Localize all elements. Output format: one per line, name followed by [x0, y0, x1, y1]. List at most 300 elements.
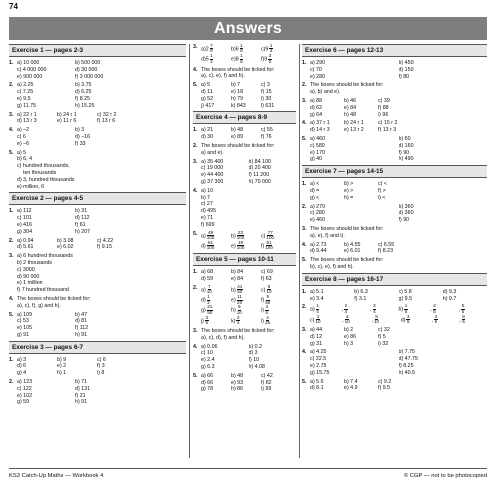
fraction-denominator: 2 — [210, 58, 213, 64]
fraction-numerator: 61 — [207, 239, 214, 245]
answer-item: d) 20 400 — [248, 165, 271, 172]
fraction-answer — [201, 316, 231, 326]
answer-item: c) 6 — [17, 133, 26, 140]
answer-text: a) 5 — [17, 149, 27, 156]
answer-item: f) 90 — [398, 217, 410, 224]
fraction-denominator: 5 — [462, 319, 465, 325]
answer-row — [17, 379, 186, 386]
fraction-denominator: 6 — [240, 48, 243, 54]
fraction-denominator: 2 — [207, 299, 210, 305]
fraction-label: e) — [231, 243, 236, 250]
answer-text: The boxes should be ticked for: — [310, 257, 384, 264]
question-number: 5. — [302, 135, 307, 142]
answer-text: f) 699 — [201, 221, 215, 228]
answer-item: b) 9 — [57, 356, 67, 363]
answer-row — [17, 89, 186, 96]
question-answer — [193, 328, 296, 342]
fraction-numerator: 3 — [268, 53, 272, 59]
answer-row — [17, 244, 186, 251]
question-number: 3. — [302, 225, 307, 232]
fraction — [237, 241, 245, 251]
answer-item: g) 4 — [17, 370, 27, 377]
footer-book-title: KS3 Catch-Up Maths — Workbook 4 — [9, 473, 104, 479]
fraction — [406, 315, 410, 325]
fraction-denominator: 10 — [373, 319, 380, 325]
question-number: 2. — [9, 82, 14, 89]
question-answer — [9, 150, 186, 191]
answer-item: a) 0.06 — [201, 343, 218, 350]
answer-item: h) 91 — [75, 331, 88, 338]
answer-item: d) 5.61 — [17, 244, 34, 251]
answer-item: g) 40 — [310, 156, 323, 163]
question-answer — [9, 296, 186, 310]
fraction-numerator: 1 — [316, 303, 319, 309]
answer-row — [310, 341, 487, 348]
question-answer — [193, 44, 296, 65]
fraction-denominator: 5 — [433, 308, 436, 314]
fraction — [207, 305, 213, 315]
answer-row — [17, 332, 186, 339]
fraction-label: a) — [201, 287, 206, 294]
question-answer — [302, 327, 487, 347]
fraction-label: c) — [261, 287, 266, 294]
answer-body — [201, 344, 296, 371]
question-answer — [193, 159, 296, 186]
fraction-numerator: 5 — [461, 303, 465, 309]
answer-row — [17, 215, 186, 222]
answer-item: f) > — [378, 187, 386, 194]
fraction-row — [201, 305, 296, 315]
answer-item: a) 4.25 — [310, 349, 327, 356]
fraction — [266, 231, 274, 241]
answer-item: g) 78 — [201, 386, 214, 393]
answer-item: e) 11 r 6 — [57, 118, 77, 125]
answer-item: h) 1 — [57, 370, 67, 377]
fraction-numerator: 4 — [434, 313, 438, 319]
answer-text: The boxes should be ticked for: — [201, 66, 275, 73]
exercise-header: Exercise 8 — pages 16-17 — [302, 273, 487, 286]
answer-text: f) 7 hundred thousand — [17, 287, 69, 294]
fraction-label: l) — [261, 318, 264, 325]
answer-item: b) 7.75 — [398, 349, 415, 356]
answer-row — [17, 363, 186, 370]
question-number: 1. — [193, 127, 198, 134]
fraction-label: c) — [261, 232, 266, 239]
column-divider — [189, 44, 190, 458]
answer-text: The boxes should be ticked for: — [17, 295, 91, 302]
answer-row — [310, 204, 487, 211]
answer-row — [310, 363, 487, 370]
answer-item: k) 843 — [231, 102, 246, 109]
fraction-label: f) — [261, 243, 265, 250]
answer-item: c) 5.8 — [398, 288, 412, 295]
whole-number: 5 — [205, 56, 209, 63]
answer-item: e) 44 400 — [201, 172, 224, 179]
answer-row — [310, 210, 487, 217]
answer-item: b) 2 — [344, 326, 354, 333]
answer-text: The boxes should be ticked for: — [201, 328, 275, 335]
question-number: 3. — [9, 253, 14, 260]
fraction-numerator: 49 — [207, 229, 214, 235]
fraction-numerator: 4 — [266, 314, 269, 320]
question-answer — [9, 253, 186, 294]
answer-item: g) 15.75 — [310, 369, 330, 376]
answer-item: b) 48 — [231, 127, 244, 134]
fraction-numerator: 3 — [373, 303, 376, 309]
answer-body — [310, 379, 487, 393]
answer-item: h) 9.7 — [442, 295, 457, 302]
fraction — [265, 305, 269, 315]
answer-item: c) 22.5 — [310, 356, 327, 363]
fraction-denominator: 10 — [315, 319, 321, 325]
fraction-row — [310, 304, 487, 314]
answer-item: f) 8.25 — [75, 95, 91, 102]
fraction-label: b) — [398, 306, 404, 313]
fraction — [315, 315, 320, 325]
answer-row — [17, 74, 186, 81]
fraction-numerator: 81 — [266, 239, 272, 245]
answer-row — [310, 136, 487, 143]
answer-item: b) 84 100 — [248, 158, 271, 165]
answer-row — [17, 141, 186, 148]
answer-item: d) 6.25 — [75, 89, 92, 96]
answer-item: d) 66 — [201, 379, 214, 386]
answer-row — [310, 67, 487, 74]
question-answer — [9, 127, 186, 147]
answer-item: e) 89 — [231, 134, 244, 141]
answer-item: e) 6.01 — [344, 248, 361, 255]
question-answer — [302, 204, 487, 224]
answer-item: h) 4.08 — [248, 364, 265, 371]
answer-row — [17, 399, 186, 406]
fraction-answer — [231, 316, 261, 326]
question-answer — [302, 289, 487, 303]
answer-item: e) 93 — [231, 379, 244, 386]
question-number: 4. — [193, 343, 198, 350]
fraction-label: f) — [261, 297, 265, 304]
answer-item: e) 460 — [310, 217, 326, 224]
question-number: 5. — [193, 82, 198, 89]
answer-item: a) < — [310, 181, 320, 188]
answer-row — [17, 386, 186, 393]
fraction-answer — [231, 285, 261, 295]
answer-item: d) 8.1 — [310, 385, 324, 392]
fraction-denominator: 100 — [206, 234, 215, 240]
answer-item: e) 18 — [231, 89, 244, 96]
exercise-header: Exercise 2 — pages 4-5 — [9, 192, 186, 205]
answer-row — [201, 344, 296, 351]
answer-body — [310, 327, 487, 347]
fraction-answer — [310, 304, 342, 314]
answer-item: g) 11.75 — [17, 102, 37, 109]
answer-item: a) 22 r 1 — [17, 111, 37, 118]
answer-item: a) 10 000 — [17, 60, 40, 66]
answer-item: f) 9.15 — [97, 244, 113, 251]
answer-item: c) 580 — [310, 142, 325, 149]
answer-item: b) 500 000 — [75, 60, 101, 66]
exercise-header: Exercise 5 — pages 10-11 — [193, 253, 296, 266]
answer-item: f) 5 — [378, 333, 386, 340]
answer-item: d) 11 — [201, 89, 213, 96]
answer-item: d) 59 — [201, 275, 214, 282]
fraction — [240, 54, 244, 64]
answer-item: f) 76 — [261, 134, 272, 141]
answer-item: c) 42 — [261, 372, 273, 379]
answer-row — [17, 127, 186, 134]
fraction — [265, 241, 273, 251]
whole-number: , — [341, 306, 344, 313]
fraction-row — [310, 315, 487, 325]
answer-item: f) 13 r 6 — [97, 118, 116, 125]
fraction-numerator: 9 — [238, 304, 241, 310]
answer-text: b) 2 thousands — [17, 259, 53, 266]
fraction-numerator: 1 — [240, 44, 243, 48]
fraction-numerator: 19 — [237, 239, 244, 245]
answer-body — [201, 159, 296, 186]
question-number: 2. — [302, 304, 307, 311]
answer-item: e) 2 — [57, 363, 67, 370]
answer-text: a), c), e), f) and h). — [201, 73, 245, 80]
question-number: 3. — [193, 158, 198, 165]
whole-number: , — [371, 316, 373, 323]
answer-item: a) 44 — [310, 326, 323, 333]
whole-number: 6 — [235, 46, 239, 53]
fraction-label: h) — [231, 307, 236, 314]
answer-item: i) < — [378, 194, 386, 201]
answer-item: i) 32 — [378, 340, 389, 347]
answer-body — [310, 242, 487, 256]
answer-item: e) 86 — [344, 333, 357, 340]
fraction-denominator: 5 — [205, 320, 209, 326]
answer-row — [310, 181, 487, 188]
answer-row — [17, 318, 186, 325]
exercise-header: Exercise 7 — pages 14-15 — [302, 165, 487, 178]
answer-item: b) > — [344, 181, 354, 188]
answer-item: b) 360 — [398, 203, 414, 210]
answer-body — [310, 257, 487, 271]
answer-item: c) < — [378, 181, 387, 188]
answer-row — [310, 379, 487, 386]
answer-item: c) 39 — [378, 97, 390, 104]
answer-item: a) 2.25 — [17, 82, 34, 89]
question-answer — [193, 231, 296, 252]
answer-item: c) 122 — [17, 385, 32, 392]
answer-item: b) 3 — [75, 127, 85, 134]
question-number: 3. — [302, 326, 307, 333]
answer-item: g) 91 — [17, 331, 30, 338]
answer-item: a) –2 — [17, 127, 30, 134]
answer-text: d) 495 — [201, 208, 217, 215]
question-number: 1. — [302, 60, 307, 66]
question-number: 4. — [9, 127, 14, 134]
fraction-label: k) — [231, 318, 236, 325]
answer-item: h) 15.25 — [75, 102, 95, 109]
answer-row — [17, 60, 186, 67]
answer-item: c) 3 — [261, 82, 270, 89]
question-number: 4. — [302, 349, 307, 356]
answer-text: b), c), e), f) and h). — [310, 263, 354, 270]
answer-item: e) 84 — [344, 104, 357, 111]
answer-item: f) 3.1 — [354, 295, 367, 302]
fraction-numerator: 3 — [406, 313, 410, 319]
fraction-label: a) — [201, 232, 206, 239]
fraction-denominator: 10 — [236, 309, 242, 315]
whole-number: 9 — [264, 56, 268, 63]
answer-row — [17, 229, 186, 236]
question-number: 5. — [193, 372, 198, 379]
answers-banner — [9, 17, 487, 40]
footer-copyright: © CGP — not to be photocopied — [403, 473, 487, 479]
answer-row — [201, 89, 296, 96]
fraction-answer — [201, 54, 231, 64]
fraction-label: b) — [231, 46, 236, 53]
answer-item: b) 46 — [344, 97, 357, 104]
question-answer — [302, 257, 487, 271]
answer-row — [201, 134, 296, 141]
fraction — [205, 316, 209, 326]
answer-body — [310, 120, 487, 134]
answer-row — [17, 222, 186, 229]
fraction-label: b) — [231, 287, 236, 294]
fraction — [207, 241, 215, 251]
question-answer — [193, 82, 296, 109]
answer-item: a) 68 — [201, 269, 214, 276]
answer-item: f) 61 — [75, 221, 86, 228]
answer-row — [310, 150, 487, 157]
answer-row — [17, 357, 186, 364]
answer-item: b) 24 r 1 — [344, 120, 364, 127]
fraction-numerator: 1 — [240, 53, 243, 59]
question-answer — [9, 312, 186, 339]
fraction-denominator: 50 — [207, 309, 213, 315]
answer-body — [17, 312, 186, 339]
question-answer — [193, 188, 296, 229]
answer-item: f) 3 000 000 — [75, 73, 104, 80]
fraction-numerator: 9 — [266, 294, 270, 300]
fraction-answer — [371, 315, 400, 325]
question-number: 4. — [302, 120, 307, 127]
answer-item: g) 59 — [17, 399, 30, 406]
fraction — [316, 304, 320, 314]
answer-body — [17, 238, 186, 252]
fraction-numerator: 1 — [269, 44, 273, 48]
fraction — [210, 54, 214, 64]
answer-item: a) 66 — [201, 372, 214, 379]
fraction-answer — [459, 315, 487, 325]
page-footer — [9, 468, 487, 479]
answer-item: c) 4.22 — [97, 237, 114, 244]
fraction-answer — [231, 231, 261, 241]
fraction-row — [201, 231, 296, 241]
answer-item: g) 304 — [17, 228, 33, 235]
answer-item: e) > — [344, 187, 354, 194]
answer-row — [201, 96, 296, 103]
fraction-row — [201, 44, 296, 54]
answer-body — [17, 82, 186, 109]
fraction-denominator: 100 — [265, 245, 273, 251]
answer-item: e) 9.5 — [17, 95, 31, 102]
answer-row — [310, 127, 487, 134]
fraction-denominator: 10 — [206, 289, 212, 295]
answer-body — [17, 60, 186, 80]
fraction — [404, 304, 408, 314]
answer-item: b) 6.3 — [354, 288, 368, 295]
answer-item: a) 460 — [310, 135, 326, 142]
answer-text: ten thousands — [23, 169, 57, 176]
answer-item: e) 6.02 — [57, 244, 74, 251]
answer-row — [310, 289, 487, 296]
fraction-answer — [401, 315, 432, 325]
whole-number: , — [431, 316, 434, 323]
answer-item: a) 3 — [17, 356, 27, 363]
answer-body — [17, 112, 186, 126]
fraction-numerator: 11 — [237, 294, 242, 300]
answer-text: a), b) and e). — [310, 89, 341, 96]
answer-item: e) 102 — [17, 392, 33, 399]
answer-item: c) 10 — [201, 350, 213, 357]
answer-row — [201, 127, 296, 134]
answer-item: d) 131 — [75, 385, 91, 392]
answer-item: a) 37 r 1 — [310, 120, 330, 127]
question-answer — [302, 60, 487, 80]
answer-text: c) 3000 — [17, 266, 35, 273]
answer-item: e) 280 — [310, 73, 326, 80]
question-answer — [302, 181, 487, 201]
answer-row — [310, 385, 487, 392]
answer-item: d) 13 r 3 — [17, 118, 37, 125]
exercise-header: Exercise 1 — pages 2-3 — [9, 44, 186, 57]
fraction-row — [201, 316, 296, 326]
answer-item: a) 290 — [310, 60, 326, 66]
answer-item: h) = — [344, 194, 354, 201]
answer-item: d) 14 r 3 — [310, 127, 330, 134]
answer-item: e) 416 — [17, 221, 33, 228]
answer-item: a) 5 — [201, 82, 211, 89]
exercise-header: Exercise 4 — pages 8-9 — [193, 111, 296, 124]
answer-row — [310, 242, 487, 249]
answer-item: a) 2.73 — [310, 241, 327, 248]
whole-number: , — [459, 316, 461, 323]
answer-text: The boxes should be ticked for: — [310, 82, 384, 89]
fraction-denominator: 3 — [269, 48, 273, 54]
fraction-denominator: 100 — [206, 245, 215, 251]
answer-item: f) 33 — [75, 140, 86, 147]
answer-item: g) 31 — [310, 340, 323, 347]
answer-row — [17, 67, 186, 74]
fraction-answer — [231, 305, 261, 315]
question-answer — [193, 127, 296, 141]
banner-title: Answers — [213, 19, 283, 37]
answer-item: a) 21 — [201, 127, 214, 134]
fraction-label: d) — [201, 243, 206, 250]
fraction-numerator: 1 — [210, 53, 213, 59]
answer-item: c) 280 — [310, 210, 325, 217]
question-answer — [302, 304, 487, 325]
answer-item: e) 3.4 — [310, 295, 324, 302]
fraction-denominator: 5 — [461, 308, 465, 314]
fraction-denominator: 5 — [268, 58, 272, 64]
question-answer — [9, 379, 186, 406]
question-number: 3. — [193, 328, 198, 335]
fraction-numerator: 4 — [265, 304, 269, 310]
fraction-label: f) — [261, 56, 265, 63]
answer-item: c) 53 — [17, 318, 29, 325]
fraction-denominator: 100 — [236, 245, 245, 251]
fraction-denominator: 4 — [236, 320, 240, 326]
answer-item: c) 15 r 2 — [378, 120, 398, 127]
answer-item: c) 7.25 — [17, 89, 34, 96]
answer-text: b) 7 — [201, 194, 211, 201]
